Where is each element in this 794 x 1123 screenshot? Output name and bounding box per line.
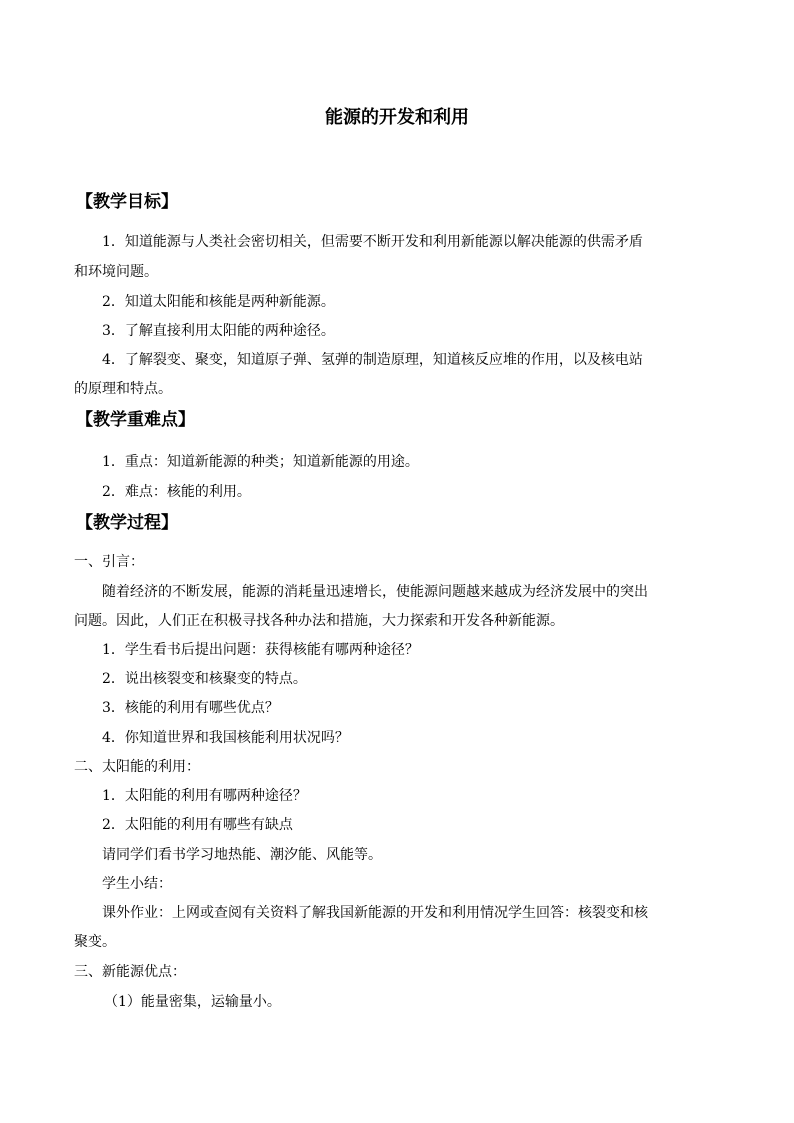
process-line: 聚变。 — [74, 934, 116, 950]
process-line: 1．学生看书后提出问题：获得核能有哪两种途径？ — [102, 642, 419, 658]
key-point-item: 2．难点：核能的利用。 — [102, 484, 251, 500]
process-line: 4．你知道世界和我国核能利用状况吗？ — [102, 730, 349, 746]
goal-item: 和环境问题。 — [74, 264, 158, 280]
process-line: 一、引言： — [74, 554, 144, 570]
section-heading-goals: 【教学目标】 — [76, 192, 178, 212]
process-line: 课外作业：上网或查阅有关资料了解我国新能源的开发和利用情况学生回答：核裂变和核 — [102, 905, 648, 921]
process-line: 请同学们看书学习地热能、潮汐能、风能等。 — [102, 847, 382, 863]
goal-item: 的原理和特点。 — [74, 381, 172, 397]
process-line: 3．核能的利用有哪些优点？ — [102, 700, 279, 716]
process-line: （1）能量密集，运输量小。 — [104, 994, 281, 1010]
section-heading-process: 【教学过程】 — [76, 513, 178, 533]
process-line: 问题。因此，人们正在积极寻找各种办法和措施，大力探索和开发各种新能源。 — [74, 613, 564, 629]
goal-item: 2．知道太阳能和核能是两种新能源。 — [102, 294, 335, 310]
goal-item: 1．知道能源与人类社会密切相关，但需要不断开发和利用新能源以解决能源的供需矛盾 — [102, 234, 643, 250]
process-line: 三、新能源优点： — [74, 964, 186, 980]
key-point-item: 1．重点：知道新能源的种类；知道新能源的用途。 — [102, 454, 419, 470]
process-line: 1．太阳能的利用有哪两种途径？ — [102, 788, 307, 804]
process-line: 2．说出核裂变和核聚变的特点。 — [102, 671, 307, 687]
goal-item: 4．了解裂变、聚变，知道原子弹、氢弹的制造原理，知道核反应堆的作用，以及核电站 — [102, 352, 643, 368]
process-line: 2．太阳能的利用有哪些有缺点 — [102, 817, 293, 833]
section-heading-key-points: 【教学重难点】 — [76, 410, 195, 430]
process-line: 二、太阳能的利用： — [74, 759, 200, 775]
process-line: 随着经济的不断发展，能源的消耗量迅速增长，使能源问题越来越成为经济发展中的突出 — [102, 584, 648, 600]
process-line: 学生小结： — [102, 876, 172, 892]
goal-item: 3．了解直接利用太阳能的两种途径。 — [102, 323, 335, 339]
document-title: 能源的开发和利用 — [325, 107, 469, 128]
